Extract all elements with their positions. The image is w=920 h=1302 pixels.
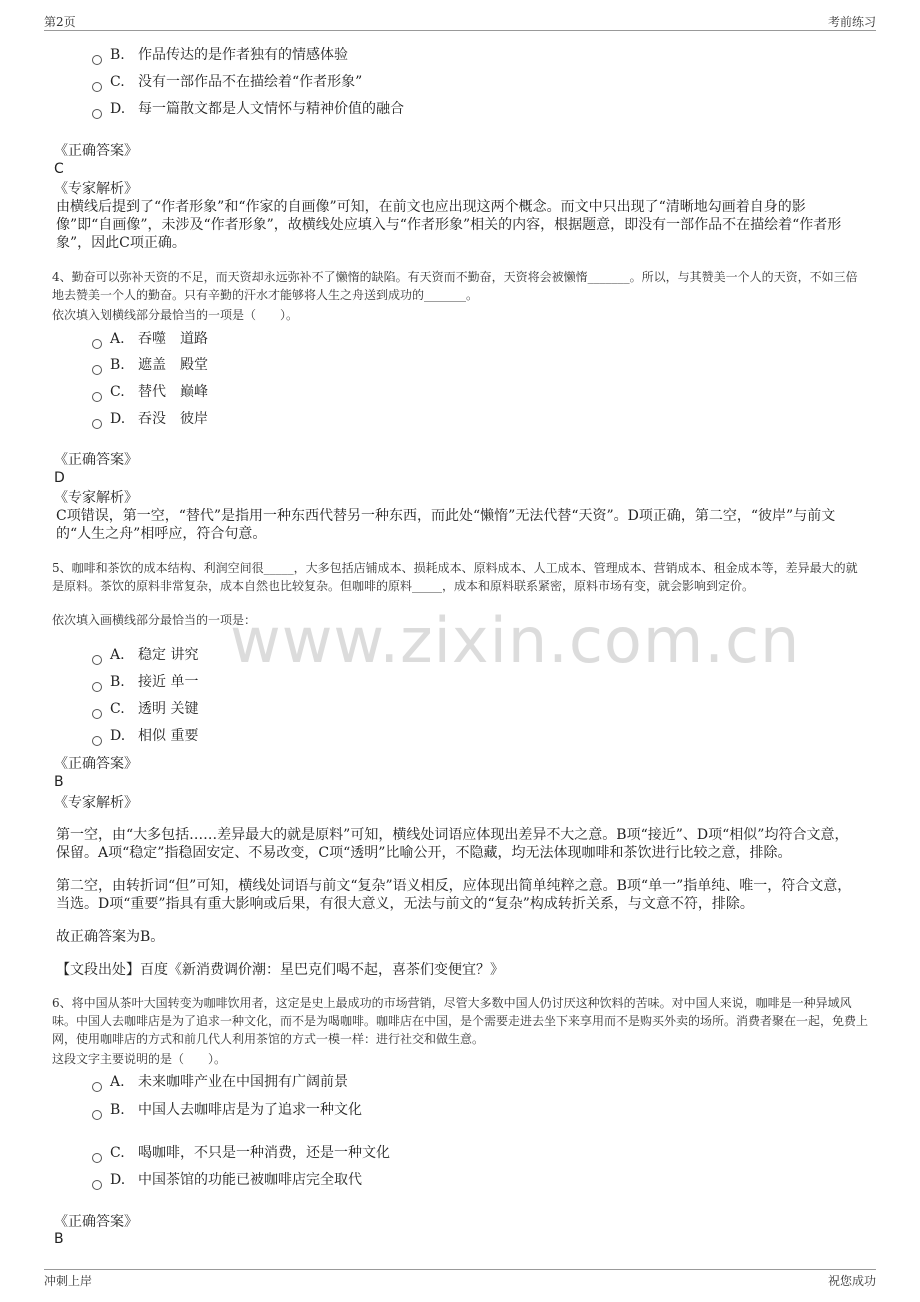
footer-left: 冲刺上岸 [44,1274,93,1288]
q6-option-a[interactable]: A. 未来咖啡产业在中国拥有广阔前景 [92,1073,348,1091]
watermark: www.zixin.com.cn [230,604,801,677]
q6-option-c[interactable]: C. 喝咖啡，不只是一种消费，还是一种文化 [92,1144,390,1162]
q5-prompt: 依次填入画横线部分最恰当的一项是： [52,613,257,627]
q5-answer: B [54,774,64,790]
page-number: 第2页 [44,15,76,29]
radio-icon[interactable] [92,365,102,375]
q3-analysis: 由横线后提到了“作者形象”和“作家的自画像”可知，在前文也应出现这两个概念。而文中只出现了“清晰地勾画着自身的影像”即“自画像”，未涉及“作者形象”，故横线处应填入与“作者形象”相关的内容，根据题意，即没有一部作品不在描绘着“作者形象”，因此C项正确。 [56,199,842,251]
q3-answer: C [54,161,64,177]
q3-option-d[interactable]: D. 每一篇散文都是人文情怀与精神价值的融合 [92,100,404,118]
q5-option-b[interactable]: B. 接近 单一 [92,673,198,691]
header-title: 考前练习 [827,15,876,29]
q5-source: 【文段出处】百度《新消费调价潮：星巴克们喝不起，喜茶们变便宜？》 [56,962,504,978]
q3-analysis-label: 《专家解析》 [54,181,138,197]
q4-answer: D [54,470,65,486]
q3-option-c[interactable]: C. 没有一部作品不在描绘着“作者形象” [92,73,362,91]
q5-stem: 5、咖啡和茶饮的成本结构、利润空间很_____，大多包括店铺成本、损耗成本、原料成本、人工成本、管理成本、营销成本、租金成本等，差异最大的就是原料。茶饮的原料非常复杂，成本自然也比较复杂。但咖啡的原料_____，成本和原料联系紧密，原料市场有变，就会影响到定价。 [52,561,858,593]
q5-analysis-para1: 第一空，由“大多包括……差异最大的就是原料”可知，横线处词语应体现出差异不大之意。B项“接近”、D项“相似”均符合文意，保留。A项“稳定”指稳固安定、不易改变，C项“透明”比喻公开，不隐藏，均无法体现咖啡和茶饮进行比较之意，排除。 [56,827,849,861]
q6-option-b[interactable]: B. 中国人去咖啡店是为了追求一种文化 [92,1101,362,1119]
q4-analysis-label: 《专家解析》 [54,490,138,506]
footer-right: 祝您成功 [827,1274,876,1288]
q6-stem: 6、将中国从茶叶大国转变为咖啡饮用者，这定是史上最成功的市场营销，尽管大多数中国人仍讨厌这种饮料的苦味。对中国人来说，咖啡是一种异域风味。中国人去咖啡店是为了追求一种文化，而不是为喝咖啡。咖啡店在中国，是个需要走进去坐下来享用而不是购买外卖的场所。消费者聚在一起，免费上网，使用咖啡店的方式和前几代人利用茶馆的方式一模一样：进行社交和做生意。 [52,996,869,1046]
q5-conclusion: 故正确答案为B。 [56,929,165,945]
footer-divider [44,1269,876,1270]
radio-icon[interactable] [92,682,102,692]
q4-stem: 4、勤奋可以弥补天资的不足，而天资却永远弥补不了懒惰的缺陷。有天资而不勤奋，天资将会被懒惰_______。所以，与其赞美一个人的天资，不如三倍地去赞美一个人的勤奋。只有辛勤的汗水才能够将人生之舟送到成功的_______。 [52,270,858,302]
q6-option-d[interactable]: D. 中国茶馆的功能已被咖啡店完全取代 [92,1171,362,1189]
q4-option-d[interactable]: D. 吞没 彼岸 [92,410,208,428]
q5-option-a[interactable]: A. 稳定 讲究 [92,646,198,664]
radio-icon[interactable] [92,109,102,119]
q5-option-c[interactable]: C. 透明 关键 [92,700,198,718]
radio-icon[interactable] [92,1153,102,1163]
radio-icon[interactable] [92,1110,102,1120]
radio-icon[interactable] [92,736,102,746]
radio-icon[interactable] [92,82,102,92]
radio-icon[interactable] [92,339,102,349]
radio-icon[interactable] [92,392,102,402]
radio-icon[interactable] [92,1180,102,1190]
q6-prompt: 这段文字主要说明的是（ ）。 [52,1052,227,1066]
q5-option-d[interactable]: D. 相似 重要 [92,727,198,745]
q5-analysis-para2: 第二空，由转折词“但”可知，横线处词语与前文“复杂”语义相反，应体现出简单纯粹之意。B项“单一”指单纯、唯一，符合文意，当选。D项“重要”指具有重大影响或后果，有很大意义，无法与前文的“复杂”构成转折关系，与文意不符，排除。 [56,878,852,912]
radio-icon[interactable] [92,419,102,429]
q6-answer: B [54,1231,64,1247]
q6-answer-label: 《正确答案》 [54,1214,138,1230]
q5-analysis-label: 《专家解析》 [54,795,138,811]
radio-icon[interactable] [92,655,102,665]
radio-icon[interactable] [92,55,102,65]
q5-answer-label: 《正确答案》 [54,756,138,772]
header-divider [44,30,876,31]
radio-icon[interactable] [92,1082,102,1092]
q4-analysis: C项错误，第一空，“替代”是指用一种东西代替另一种东西，而此处“懒惰”无法代替“天资”。D项正确，第二空，“彼岸”与前文的“人生之舟”相呼应，符合句意。 [56,508,836,542]
q4-option-b[interactable]: B. 遮盖 殿堂 [92,356,208,374]
q4-answer-label: 《正确答案》 [54,452,138,468]
q3-option-b[interactable]: B. 作品传达的是作者独有的情感体验 [92,46,348,64]
radio-icon[interactable] [92,709,102,719]
q4-option-c[interactable]: C. 替代 巅峰 [92,383,208,401]
q4-prompt: 依次填入划横线部分最恰当的一项是（ ）。 [52,308,299,322]
q3-answer-label: 《正确答案》 [54,143,138,159]
q4-option-a[interactable]: A. 吞噬 道路 [92,330,208,348]
